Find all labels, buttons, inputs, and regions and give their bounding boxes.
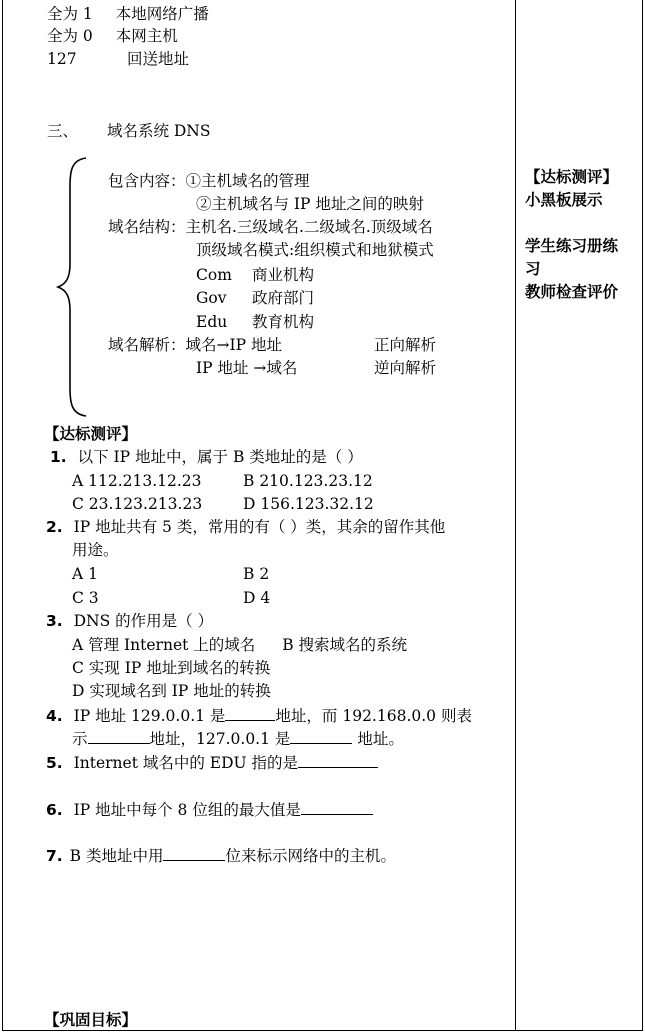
option-a: A 管理 Internet 上的域名: [72, 636, 256, 654]
question-number: 5.: [46, 754, 63, 772]
answer-blank[interactable]: [301, 800, 373, 815]
question-1: [50, 447, 363, 467]
question-text: IP 地址中每个 8 位组的最大值是: [73, 801, 301, 819]
question-4-cont: [72, 729, 404, 749]
answer-blank[interactable]: [290, 729, 352, 744]
answer-blank[interactable]: [88, 729, 150, 744]
question-text: 示: [72, 730, 88, 748]
ip-special-label: 127: [47, 50, 77, 68]
question-text: Internet 域名中的 EDU 指的是: [73, 754, 299, 772]
answer-blank[interactable]: [163, 846, 225, 861]
dns-content-1: ①主机域名的管理: [185, 172, 310, 190]
question-5: [46, 753, 378, 773]
dns-resolve-label: 域名解析：: [108, 336, 186, 354]
option-a: A 112.213.12.23: [72, 472, 202, 490]
sidebar-notes: [525, 166, 618, 304]
ip-special-meaning: 回送地址: [127, 50, 190, 68]
org-code: Edu: [196, 313, 228, 331]
question-text: IP 地址共有 5 类，常用的有（ ）类，其余的留作其他: [73, 518, 446, 536]
ip-special-meaning: 本地网络广播: [115, 5, 209, 23]
dns-structure-label: 域名结构：: [108, 218, 186, 236]
org-meaning: 政府部门: [252, 289, 315, 307]
question-text: 地址，而 192.168.0.0 则表: [275, 707, 472, 725]
question-number: 7.: [46, 847, 63, 865]
org-row: [196, 288, 315, 308]
ip-special-label: 全为 1: [47, 5, 93, 23]
page-frame: [2, 0, 643, 1031]
option-d: D 156.123.32.12: [243, 495, 374, 513]
question-number: 6.: [46, 801, 63, 819]
section-title-text: 域名系统 DNS: [106, 122, 211, 140]
sidebar-line: 【达标测评】: [525, 168, 619, 186]
ip-special-row: [47, 4, 209, 24]
question-text-cont: 用途。: [72, 541, 119, 559]
question-3: [46, 611, 213, 631]
dns-structure: 主机名.三级域名.二级域名.顶级域名: [185, 218, 433, 236]
question-7: [46, 846, 396, 866]
question-text: IP 地址 129.0.0.1 是: [73, 707, 226, 725]
quiz-header: 【达标测评】: [44, 425, 138, 443]
dns-reverse: IP 地址 →域名: [196, 359, 298, 377]
option-b: B 2: [243, 565, 270, 583]
dns-forward: 域名→IP 地址: [185, 336, 282, 354]
section-title: [47, 121, 211, 141]
dns-reverse-name: 逆向解析: [374, 359, 437, 377]
option-d: D 实现域名到 IP 地址的转换: [72, 682, 271, 700]
option-d: D 4: [243, 589, 271, 607]
option-c: C 实现 IP 地址到域名的转换: [72, 659, 271, 677]
question-text: 以下 IP 地址中，属于 B 类地址的是（ ）: [77, 448, 363, 466]
question-text: 地址，127.0.0.1 是: [149, 730, 291, 748]
question-2: [46, 517, 445, 537]
option-c: C 3: [72, 589, 99, 607]
sidebar-line: 小黑板展示: [525, 191, 603, 209]
question-text: 位来标示网络中的主机。: [225, 847, 396, 865]
question-6: [46, 800, 373, 820]
question-text: 地址。: [352, 730, 404, 748]
org-code: Gov: [196, 289, 227, 307]
question-number: 1.: [50, 448, 67, 466]
dns-resolve-row: [108, 335, 282, 355]
org-meaning: 教育机构: [252, 313, 315, 331]
ip-special-meaning: 本网主机: [115, 27, 178, 45]
consolidate-header: 【巩固目标】: [44, 1011, 138, 1029]
ip-special-label: 全为 0: [47, 27, 93, 45]
ip-special-row: [47, 26, 178, 46]
option-a: A 1: [72, 565, 98, 583]
question-number: 4.: [46, 707, 63, 725]
dns-forward-name: 正向解析: [374, 336, 437, 354]
question-text: DNS 的作用是（ ）: [73, 612, 214, 630]
org-meaning: 商业机构: [252, 266, 315, 284]
answer-blank[interactable]: [225, 706, 275, 721]
answer-blank[interactable]: [298, 753, 378, 768]
question-number: 2.: [46, 518, 63, 536]
curly-brace-icon: [54, 156, 90, 418]
dns-content-label: 包含内容：: [108, 172, 186, 190]
dns-top-mode: 顶级域名模式:组织模式和地狱模式: [196, 241, 434, 259]
options-row: [72, 635, 407, 655]
dns-structure-row: [108, 217, 433, 237]
option-b: B 搜索域名的系统: [282, 636, 408, 654]
dns-content-row: [108, 171, 310, 191]
column-divider: [515, 0, 516, 1031]
sidebar-line: 习: [525, 260, 541, 278]
org-code: Com: [196, 266, 232, 284]
question-text: B 类地址中用: [69, 847, 164, 865]
org-row: [196, 312, 315, 332]
sidebar-line: 教师检查评价: [525, 283, 619, 301]
sidebar-line: 学生练习册练: [525, 237, 619, 255]
section-number: 三、: [47, 122, 79, 140]
dns-content-2: ②主机域名与 IP 地址之间的映射: [196, 195, 424, 213]
option-c: C 23.123.213.23: [72, 495, 203, 513]
question-4: [46, 706, 472, 726]
question-number: 3.: [46, 612, 63, 630]
ip-special-row: [47, 49, 190, 69]
org-row: [196, 265, 315, 285]
option-b: B 210.123.23.12: [243, 472, 373, 490]
